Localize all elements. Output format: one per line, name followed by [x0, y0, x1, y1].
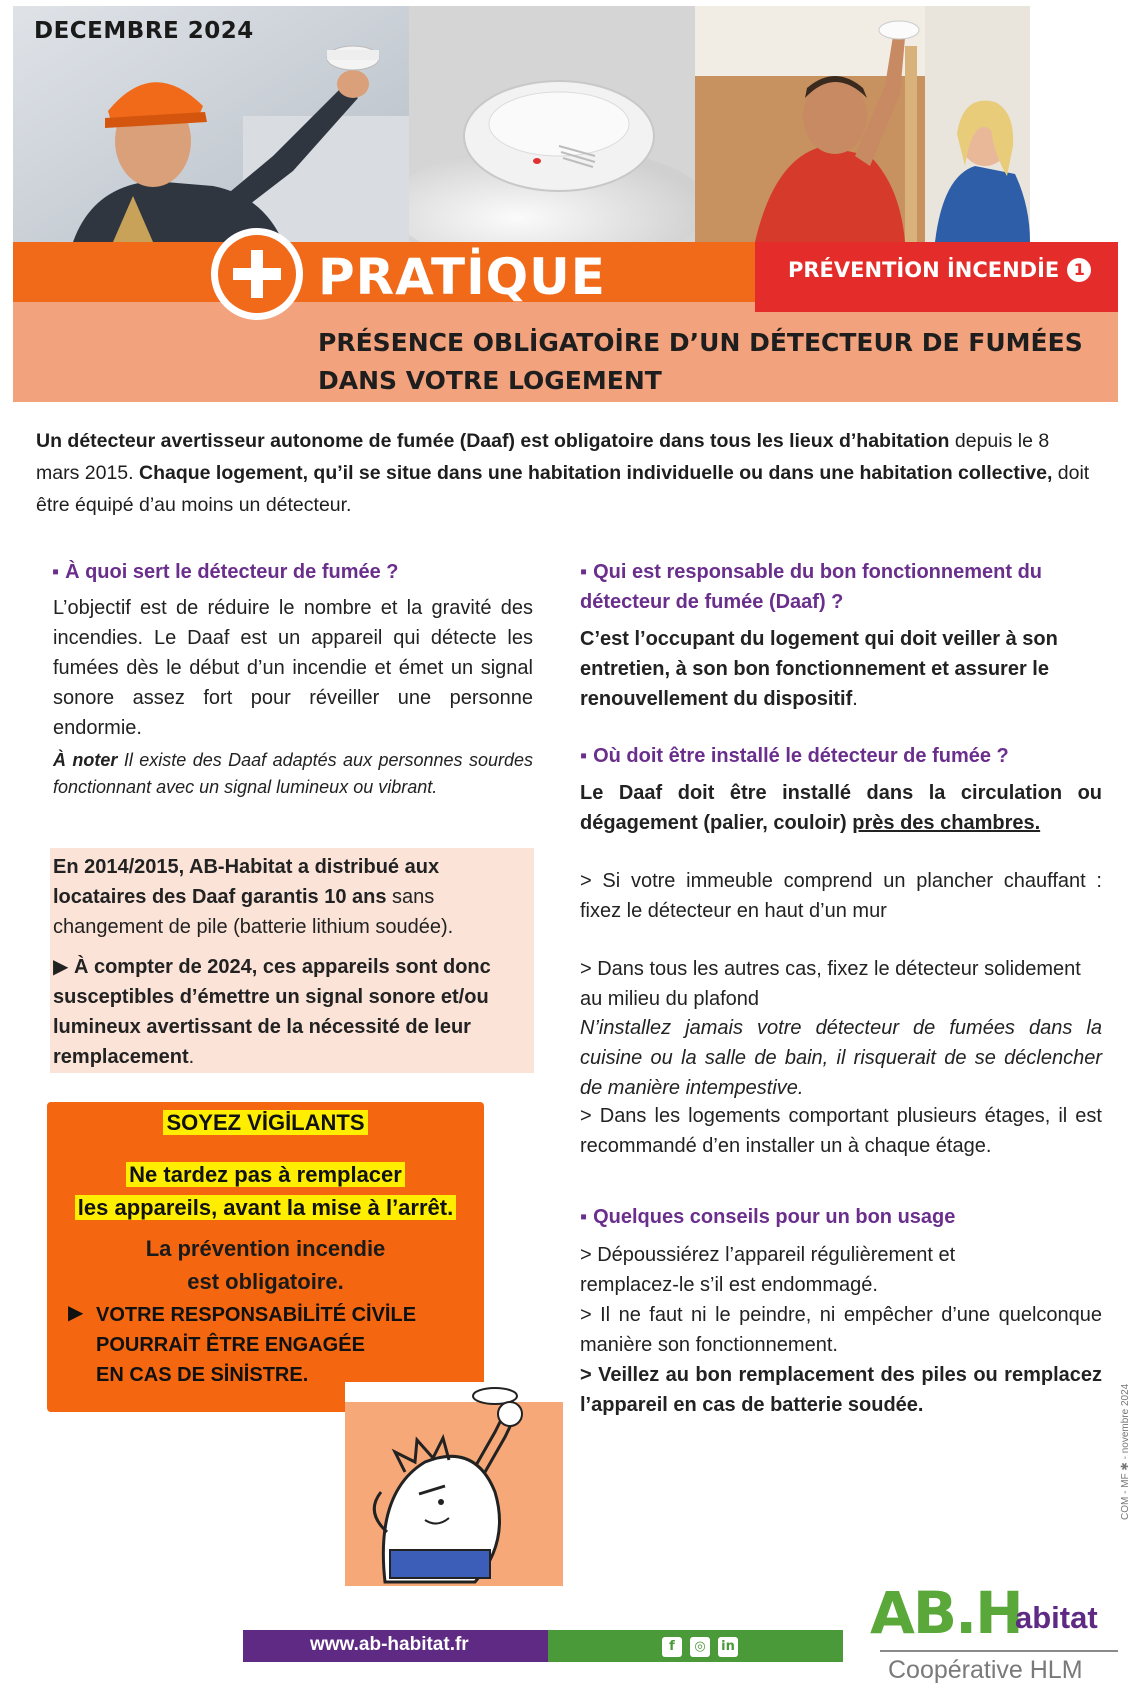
- note-paragraph: [53, 747, 533, 801]
- heading-location: [580, 741, 1100, 771]
- facebook-icon[interactable]: f: [662, 1637, 682, 1657]
- purpose-body: L’objectif est de réduire le nombre et la gravité des incendies. Le Daaf est un appareil qui détecte les fumées dès le début d’un incendie et émet un signal sonore assez fort pour réveiller une personne endormie.: [53, 597, 533, 739]
- tip-3: > Veillez au bon remplacement des piles ou remplacez l’appareil en cas de batterie soudée.: [580, 1364, 1102, 1416]
- alert-obligation-line-2: est obligatoire.: [187, 1269, 344, 1294]
- category-tag-label: PRÉVENTİON İNCENDİE: [788, 258, 1060, 282]
- heading-responsibility: [580, 557, 1100, 617]
- section-label: PRATİQUE: [318, 248, 606, 306]
- arrow-right-icon: ▶: [53, 956, 69, 978]
- page-title-line-2: DANS VOTRE LOGEMENT: [318, 366, 662, 395]
- logo-ab-mark: AB.H: [870, 1579, 1022, 1647]
- heading-purpose-text: À quoi sert le détecteur de fumée ?: [65, 561, 399, 583]
- intro-text-2: doit être équipé d’au moins un détecteur.: [36, 462, 1090, 516]
- location-body: [580, 778, 1102, 838]
- print-credit: COM - MF ✱ - novembre 2024: [1120, 1383, 1131, 1520]
- instagram-icon[interactable]: ◎: [690, 1637, 710, 1657]
- alert-warning-line-1: Ne tardez pas à remplacer: [126, 1162, 405, 1187]
- alert-liability-line-1: VOTRE RESPONSABİLİTÉ CİVİLE: [96, 1304, 417, 1326]
- note-text: Il existe des Daaf adaptés aux personnes sourdes fonctionnant avec un signal lumineux ou vibrant.: [53, 750, 533, 797]
- location-point-1: > Si votre immeuble comprend un plancher chauffant : fixez le détecteur en haut d’un mur: [580, 870, 1102, 922]
- intro-bold-2: Chaque logement, qu’il se situe dans une habitation individuelle ou dans une habitation collective,: [133, 462, 1053, 484]
- info-box-para-1: [53, 852, 531, 942]
- responsibility-text: C’est l’occupant du logement qui doit veiller à son entretien, à son bon fonctionnement et assurer le renouvellement du dispositif: [580, 628, 1058, 710]
- alert-liability: [96, 1300, 476, 1390]
- alert-title: SOYEZ VİGİLANTS: [163, 1110, 367, 1135]
- info-box-para-2: [53, 952, 531, 1072]
- heading-purpose: [52, 557, 542, 587]
- bullet-icon: ▪: [580, 745, 588, 767]
- photo-couple-installing: [695, 6, 1030, 242]
- alert-warning-line-2: les appareils, avant la mise à l’arrêt.: [75, 1195, 456, 1220]
- logo-abitat-text: abitat: [1015, 1600, 1098, 1635]
- intro-bold-1: Un détecteur avertisseur autonome de fumée (Daaf) est obligatoire dans tous les lieux d’habitation: [36, 430, 950, 452]
- note-label: À noter: [53, 750, 118, 770]
- page-title: [318, 324, 1098, 400]
- location-warning: N’installez jamais votre détecteur de fumées dans la cuisine ou la salle de bain, il risquerait de se déclencher de manière intempestive.: [580, 1017, 1102, 1099]
- photo-smoke-detector: [409, 6, 695, 242]
- issue-date: DECEMBRE 2024: [34, 18, 254, 44]
- linkedin-icon[interactable]: in: [718, 1637, 738, 1657]
- alert-liability-line-3: EN CAS DE SİNİSTRE.: [96, 1364, 309, 1386]
- info-box-bold-1: En 2014/2015, AB-Habitat a distribué aux locataires des Daaf garantis 10 ans: [53, 856, 440, 908]
- logo-subtitle: Coopérative HLM: [888, 1656, 1083, 1684]
- info-box-text-1: sans changement de pile (batterie lithium soudée).: [53, 886, 454, 938]
- plus-badge-icon: [211, 228, 303, 320]
- location-point-3: > Dans les logements comportant plusieurs étages, il est recommandé d’en installer un à chaque étage.: [580, 1105, 1102, 1157]
- bullet-icon: ▪: [52, 561, 60, 583]
- heading-usage-tips-text: Quelques conseils pour un bon usage: [593, 1206, 956, 1228]
- cartoon-person-detector-illustration: [345, 1382, 563, 1586]
- location-text: Le Daaf doit être installé dans la circulation ou dégagement (palier, couloir): [580, 782, 1102, 834]
- category-number-badge: 1: [1067, 258, 1091, 282]
- location-underlined: près des chambres.: [852, 812, 1041, 834]
- bullet-icon: ▪: [580, 561, 588, 583]
- bullet-icon: ▪: [580, 1206, 588, 1228]
- tip-2: > Il ne faut ni le peindre, ni empêcher d’une quelconque manière son fonctionnement.: [580, 1304, 1102, 1356]
- website-link[interactable]: www.ab-habitat.fr: [310, 1634, 469, 1655]
- heading-usage-tips: [580, 1202, 1100, 1232]
- alert-obligation-line-1: La prévention incendie: [145, 1236, 386, 1261]
- category-tag: [788, 258, 1091, 282]
- heading-location-text: Où doit être installé le détecteur de fumée ?: [593, 745, 1009, 767]
- info-box-bold-2: À compter de 2024, ces appareils sont donc susceptibles d’émettre un signal sonore et/ou lumineux avertissant de la nécessité de leur remplacement: [53, 956, 491, 1068]
- heading-responsibility-text: Qui est responsable du bon fonctionnement du détecteur de fumée (Daaf) ?: [580, 561, 1042, 613]
- intro-text-1: depuis le 8 mars 2015.: [36, 430, 1050, 484]
- responsibility-end: .: [852, 688, 858, 710]
- logo-divider: [880, 1650, 1118, 1652]
- alert-liability-line-2: POURRAİT ÊTRE ENGAGÉE: [96, 1334, 365, 1356]
- tip-1: > Dépoussiérez l’appareil régulièrement et remplacez-le s’il est endommagé.: [580, 1244, 956, 1296]
- location-point-2: > Dans tous les autres cas, fixez le détecteur solidement au milieu du plafond: [580, 958, 1081, 1010]
- alert-warning: [47, 1158, 484, 1224]
- intro-paragraph: [36, 425, 1096, 521]
- alert-obligation: [47, 1232, 484, 1298]
- alert-title-wrap: [47, 1110, 484, 1136]
- info-box-end: .: [188, 1046, 195, 1068]
- page-title-line-1: PRÉSENCE OBLİGATOİRE D’UN DÉTECTEUR DE FUMÉES: [318, 328, 1083, 357]
- alert-arrow-icon: ▶: [68, 1300, 84, 1324]
- responsibility-body: [580, 624, 1100, 714]
